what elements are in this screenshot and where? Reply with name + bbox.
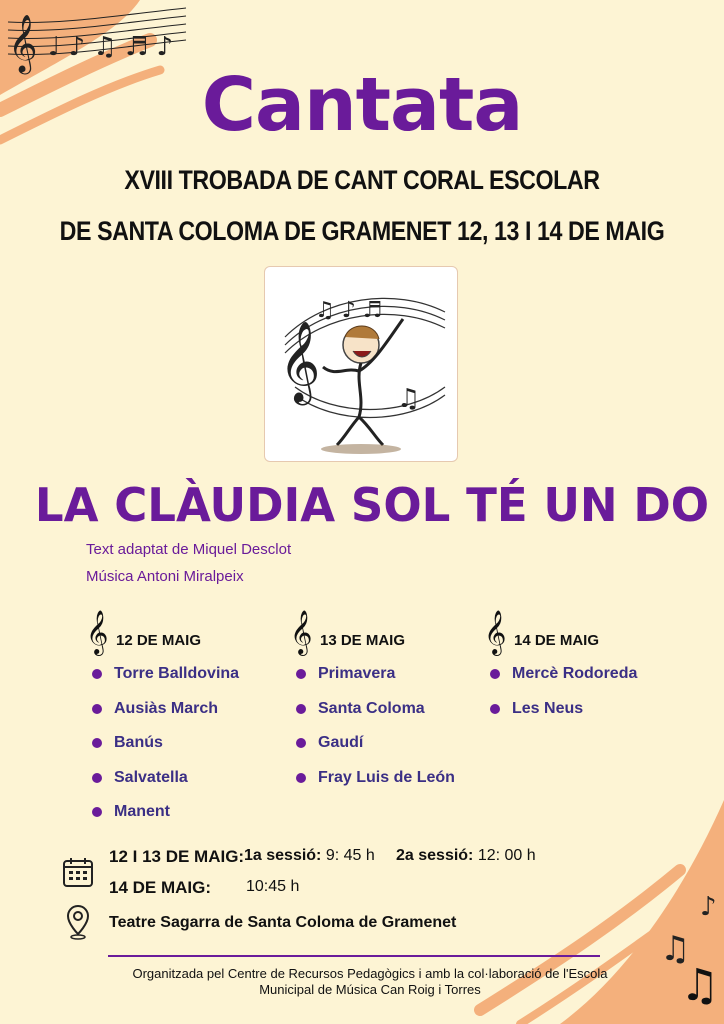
bullet-icon [490,704,500,714]
poster-title: Cantata [201,62,523,148]
bullet-icon [296,738,306,748]
list-item [490,700,637,735]
school-name: Les Neus [512,699,584,717]
school-name: Banús [114,734,163,751]
list-item [92,769,239,804]
bullet-icon [92,738,102,748]
bullet-icon [92,807,102,817]
school-list [296,665,455,803]
list-item [296,734,455,769]
list-item [92,734,239,769]
schedule-row-1 [109,847,244,867]
school-name: Ausiàs March [114,699,219,717]
bullet-icon [296,669,306,679]
school-name: Torre Balldovina [114,665,240,682]
session-2 [396,847,536,865]
session-2-label: 2a sessió: [396,847,474,864]
venue: Teatre Sagarra de Santa Coloma de Gramenet [109,914,457,931]
day-date: 14 DE MAIG [514,632,600,649]
music-notes-icon: ♩ ♪ ♫ ♬ ♪ [48,32,174,62]
session-1 [244,847,375,865]
treble-clef-icon: 𝄞 [86,610,109,654]
list-item [92,665,239,700]
school-list [92,665,239,838]
school-name: Santa Coloma [318,699,425,717]
treble-clef-icon: 𝄞 [290,610,313,654]
footer-line-2: Municipal de Música Can Roig i Torres [259,982,481,997]
bullet-icon [92,773,102,783]
school-name: Mercè Rodoreda [512,665,638,682]
school-name: Manent [114,803,170,820]
schedule-day-label: 14 DE MAIG: [109,878,212,897]
session-1-time: 9: 45 h [325,847,375,864]
music-credit: Música Antoni Miralpeix [86,568,244,585]
play-title: LA CLÀUDIA SOL TÉ UN DO [34,478,710,532]
session-1-label: 1a sessió: [244,847,322,864]
list-item [296,665,455,700]
bullet-icon [92,669,102,679]
calendar-icon [62,856,94,888]
day-date: 13 DE MAIG [320,632,406,649]
school-list [490,665,637,734]
schedule-row-2 [109,878,211,898]
school-name: Primavera [318,665,396,682]
footer [60,966,680,998]
dancing-clef-illustration [264,266,458,462]
list-item [296,700,455,735]
treble-clef-icon: 𝄞 [8,14,38,72]
list-item [92,700,239,735]
list-item [92,803,239,838]
footer-line-1: Organitzada pel Centre de Recursos Pedagògics i amb la col·laboració de l'Escola [132,966,608,981]
location-pin-icon [66,904,90,940]
music-note-icon: ♫ [680,960,720,1011]
svg-text:♫: ♫ [397,384,421,414]
list-item [296,769,455,804]
svg-text:♫ ♪ ♬: ♫ ♪ ♬ [315,298,383,323]
schedule-days-label: 12 I 13 DE MAIG: [109,847,245,866]
bullet-icon [490,669,500,679]
school-name: Fray Luis de León [318,768,455,786]
school-name: Gaudí [318,734,364,751]
bullet-icon [296,773,306,783]
treble-clef-icon: 𝄞 [484,610,507,654]
session-2-time: 12: 00 h [477,847,536,864]
bullet-icon [92,704,102,714]
day-date: 12 DE MAIG [116,632,202,649]
music-note-icon: ♪ [700,892,717,922]
svg-text:𝄞: 𝄞 [279,320,321,402]
bullet-icon [296,704,306,714]
divider [108,955,600,957]
text-credit: Text adaptat de Miquel Desclot [86,541,292,558]
subtitle-line-2: DE SANTA COLOMA DE GRAMENET 12, 13 I 14 DE MAIG [59,216,665,246]
music-note-icon: ♫ [660,929,691,969]
list-item [490,665,637,700]
schedule-row-2-time: 10:45 h [246,878,300,895]
school-name: Salvatella [114,768,188,786]
subtitle-line-1: XVIII TROBADA DE CANT CORAL ESCOLAR [124,165,600,195]
